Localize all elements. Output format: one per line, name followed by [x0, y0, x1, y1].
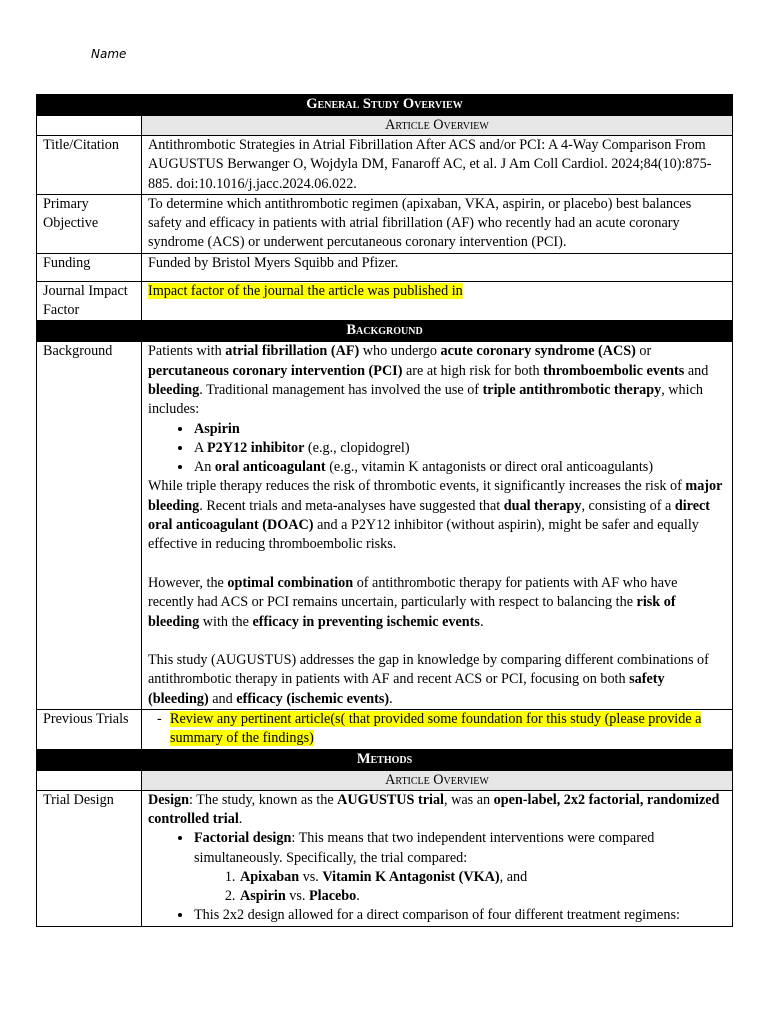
trial-design-label: Trial Design	[37, 790, 142, 926]
title-citation-value: Antithrombotic Strategies in Atrial Fibrillation After ACS and/or PCI: A 4-Way Comparison From AUGUSTUS Berwanger O, Wojdyla DM, Fanaroff AC, et al. J Am Coll Cardiol. 2024;84(10):875-885. doi:10.1016/j.jacc.2024.06.022.	[142, 136, 733, 195]
list-item: 2. Aspirin vs. Placebo.	[239, 887, 726, 906]
journal-impact-row	[37, 281, 733, 321]
background-paragraph-1: Patients with atrial fibrillation (AF) who undergo acute coronary syndrome (ACS) or percutaneous coronary intervention (PCI) are at high risk for both thromboembolic events and bleeding. Traditional management has involved the use of triple antithrombotic therapy, which includes:	[148, 343, 709, 418]
background-paragraph-3: However, the optimal combination of antithrombotic therapy for patients with AF who have recently had ACS or PCI remains uncertain, particularly with respect to balancing the risk of bleeding with the efficacy in preventing ischemic events.	[148, 574, 678, 630]
list-item: • This 2x2 design allowed for a direct comparison of four different treatment regimens:	[193, 906, 726, 925]
title-citation-label: Title/Citation	[37, 136, 142, 195]
previous-trials-placeholder: Review any pertinent article(s( that provided some foundation for this study (please provide a summary of the findings)	[170, 711, 702, 747]
list-item: • Factorial design: This means that two independent interventions were compared simultaneously. Specifically, the trial compared: 1. Apixaban vs. Vitamin K Antagonist (VKA), and 2. Aspirin vs. Placebo.	[193, 829, 726, 906]
methods-subheader-row	[37, 770, 733, 790]
methods-header-row	[37, 749, 733, 770]
journal-impact-value	[142, 281, 733, 321]
comparison-list	[194, 868, 726, 907]
general-header-row	[37, 95, 733, 116]
subheader-blank-cell	[37, 116, 142, 136]
list-item: - Review any pertinent article(s( that provided some foundation for this study (please provide a summary of the findings)	[157, 711, 702, 747]
background-paragraph-4: This study (AUGUSTUS) addresses the gap in knowledge by comparing different combinations of antithrombotic therapy in patients with AF and recent ACS or PCI, focusing on both safety (bleeding) and efficacy (ischemic events).	[148, 652, 709, 707]
background-header: Background	[37, 321, 733, 342]
background-row	[37, 342, 733, 710]
primary-objective-value: To determine which antithrombotic regimen (apixaban, VKA, aspirin, or placebo) best balances safety and efficacy in patients with atrial fibrillation (AF) who recently had an acute coronary syndrome (ACS) or underwent percutaneous coronary intervention (PCI).	[142, 194, 733, 253]
background-header-row	[37, 321, 733, 342]
article-overview-subheader: Article Overview	[142, 116, 733, 136]
list-item: 1. Apixaban vs. Vitamin K Antagonist (VKA), and	[239, 868, 726, 887]
list-item: • Aspirin	[193, 420, 726, 439]
trial-design-value	[142, 790, 733, 926]
general-study-overview-header: General Study Overview	[37, 95, 733, 116]
journal-impact-label: Journal Impact Factor	[37, 281, 142, 321]
subheader-blank-cell	[37, 770, 142, 790]
name-label: Name	[91, 47, 127, 61]
title-citation-row	[37, 136, 733, 195]
primary-objective-label: Primary Objective	[37, 194, 142, 253]
general-subheader-row	[37, 116, 733, 136]
funding-label: Funding	[37, 253, 142, 281]
list-item: • A P2Y12 inhibitor (e.g., clopidogrel)	[193, 439, 726, 458]
background-label: Background	[37, 342, 142, 710]
previous-trials-row	[37, 710, 733, 750]
methods-header: Methods	[37, 749, 733, 770]
study-overview-table	[36, 94, 733, 927]
funding-row	[37, 253, 733, 281]
design-summary: Design: The study, known as the AUGUSTUS trial, was an open-label, 2x2 factorial, randomized controlled trial.	[148, 791, 720, 827]
previous-trials-label: Previous Trials	[37, 710, 142, 750]
background-paragraph-2: While triple therapy reduces the risk of thrombotic events, it significantly increases the risk of major bleeding. Recent trials and meta-analyses have suggested that dual therapy, consisting of a direct oral anticoagulant (DOAC) and a P2Y12 inhibitor (without aspirin), might be safer and equally effective in reducing thromboembolic risks.	[148, 478, 723, 553]
list-item: • An oral anticoagulant (e.g., vitamin K antagonists or direct oral anticoagulants)	[193, 458, 726, 477]
methods-article-overview-subheader: Article Overview	[142, 770, 733, 790]
triple-therapy-list	[148, 420, 726, 478]
funding-value: Funded by Bristol Myers Squibb and Pfizer.	[142, 253, 733, 281]
previous-trials-list	[148, 710, 726, 749]
design-details-list	[148, 829, 726, 925]
previous-trials-value	[142, 710, 733, 750]
trial-design-row	[37, 790, 733, 926]
background-value	[142, 342, 733, 710]
impact-factor-placeholder: Impact factor of the journal the article was published in	[148, 282, 463, 299]
primary-objective-row	[37, 194, 733, 253]
